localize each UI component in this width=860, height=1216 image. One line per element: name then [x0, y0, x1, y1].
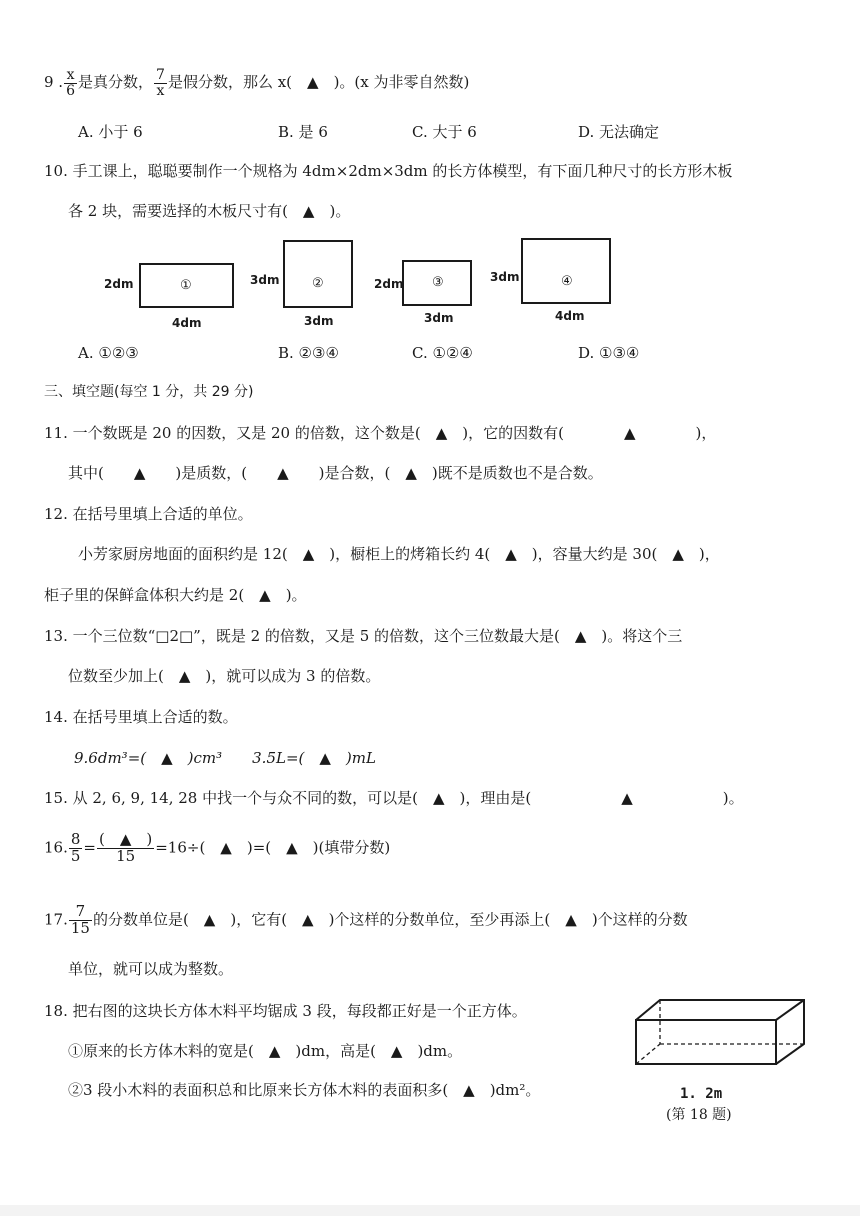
board2-bottom-label: 3dm: [304, 314, 334, 328]
board4-side-label: 3dm: [490, 270, 520, 284]
q9-option-d[interactable]: D. 无法确定: [578, 123, 660, 141]
q13-line1: 13. 一个三位数“□2□”，既是 2 的倍数，又是 5 的倍数，这个三位数最大是( ▲ )。将这个三: [44, 627, 683, 645]
board1-side-label: 2dm: [104, 277, 134, 291]
q18-line1: 18. 把右图的这块长方体木料平均锯成 3 段，每段都正好是一个正方体。: [44, 1002, 527, 1020]
board1-mark: ①: [180, 278, 192, 293]
board4-mark: ④: [561, 274, 573, 289]
cuboid-length-label: 1. 2m: [680, 1086, 723, 1102]
q18-line2: ①原来的长方体木料的宽是( ▲ )dm，高是( ▲ )dm。: [68, 1042, 463, 1060]
figure-caption: (第 18 题): [666, 1107, 732, 1123]
q15-line1: 15. 从 2, 6, 9, 14, 28 中找一个与众不同的数，可以是( ▲ )，理由是( ▲ )。: [44, 789, 744, 807]
board3-mark: ③: [432, 275, 444, 290]
q10-option-a[interactable]: A. ①②③: [78, 344, 139, 362]
q10-option-c[interactable]: C. ①②④: [412, 344, 473, 362]
board2-side-label: 3dm: [250, 273, 280, 287]
q11-line1: 11. 一个数既是 20 的因数，又是 20 的倍数，这个数是( ▲ )，它的因数有( ▲ )，: [44, 424, 717, 442]
board4-bottom-label: 4dm: [555, 309, 585, 323]
board-4: [521, 238, 611, 304]
q17-number: 17.: [44, 910, 68, 929]
cuboid-figure: [630, 994, 810, 1074]
q9-fraction-x-over-6: $\frac{x}{6}$: [66, 67, 76, 99]
q10-option-d[interactable]: D. ①③④: [578, 344, 640, 362]
q14-line1: 14. 在括号里填上合适的数。: [44, 708, 238, 726]
q10-line1: 10. 手工课上，聪聪要制作一个规格为 4dm×2dm×3dm 的长方体模型，有下面几种尺寸的长方形木板: [44, 162, 733, 180]
q9-option-a[interactable]: A. 小于 6: [78, 123, 143, 141]
board3-side-label: 2dm: [374, 277, 404, 291]
page-bottom-edge: [0, 1205, 860, 1216]
board3-bottom-label: 3dm: [424, 311, 454, 325]
q16-number: 16.: [44, 838, 68, 857]
q12-line3: 柜子里的保鲜盒体积大约是 2( ▲ )。: [44, 586, 307, 604]
q10-line2: 各 2 块，需要选择的木板尺寸有( ▲ )。: [68, 202, 351, 220]
q9-line: 9 . $\frac{x}{6}$ 是真分数， $\frac{7}{x}$ 是假分数，那么 x( ▲ )。(x 为非零自然数): [44, 67, 470, 99]
q16-line: 16. $\frac{8}{5}$ = $\frac{( ▲ )}{15}$ =16÷( ▲ )=( ▲ )(填带分数): [44, 830, 391, 865]
q10-option-b[interactable]: B. ②③④: [278, 344, 339, 362]
q17-fraction-7-over-15: $\frac{7}{15}$: [70, 902, 90, 937]
q9-fraction-7-over-x: $\frac{7}{x}$: [156, 67, 165, 99]
q13-line2: 位数至少加上( ▲ )，就可以成为 3 的倍数。: [68, 667, 381, 685]
q16-fraction-blank-over-15: $\frac{( ▲ )}{15}$: [98, 830, 153, 865]
q9-option-c[interactable]: C. 大于 6: [412, 123, 477, 141]
q9-option-b[interactable]: B. 是 6: [278, 123, 328, 141]
q17-line2: 单位，就可以成为整数。: [68, 960, 234, 978]
board1-bottom-label: 4dm: [172, 316, 202, 330]
q12-line2: 小芳家厨房地面的面积约是 12( ▲ )，橱柜上的烤箱长约 4( ▲ )，容量大约是 30( ▲ )，: [78, 545, 720, 563]
board2-mark: ②: [312, 276, 324, 291]
section-3-heading: 三、填空题(每空 1 分，共 29 分): [44, 384, 254, 400]
q16-fraction-8-over-5: $\frac{8}{5}$: [70, 830, 81, 865]
q17-line1: 17. $\frac{7}{15}$ 的分数单位是( ▲ )，它有( ▲ )个这样的分数单位，至少再添上( ▲ )个这样的分数: [44, 902, 688, 937]
board-2: [283, 240, 353, 308]
q11-line2: 其中( ▲ )是质数，( ▲ )是合数，( ▲ )既不是质数也不是合数。: [68, 464, 603, 482]
q12-line1: 12. 在括号里填上合适的单位。: [44, 505, 253, 523]
q18-line3: ②3 段小木料的表面积总和比原来长方体木料的表面积多( ▲ )dm²。: [68, 1081, 541, 1099]
q9-number: 9 .: [44, 73, 64, 92]
q14-line2: 9.6dm³=( ▲ )cm³ 3.5L=( ▲ )mL: [74, 749, 376, 767]
